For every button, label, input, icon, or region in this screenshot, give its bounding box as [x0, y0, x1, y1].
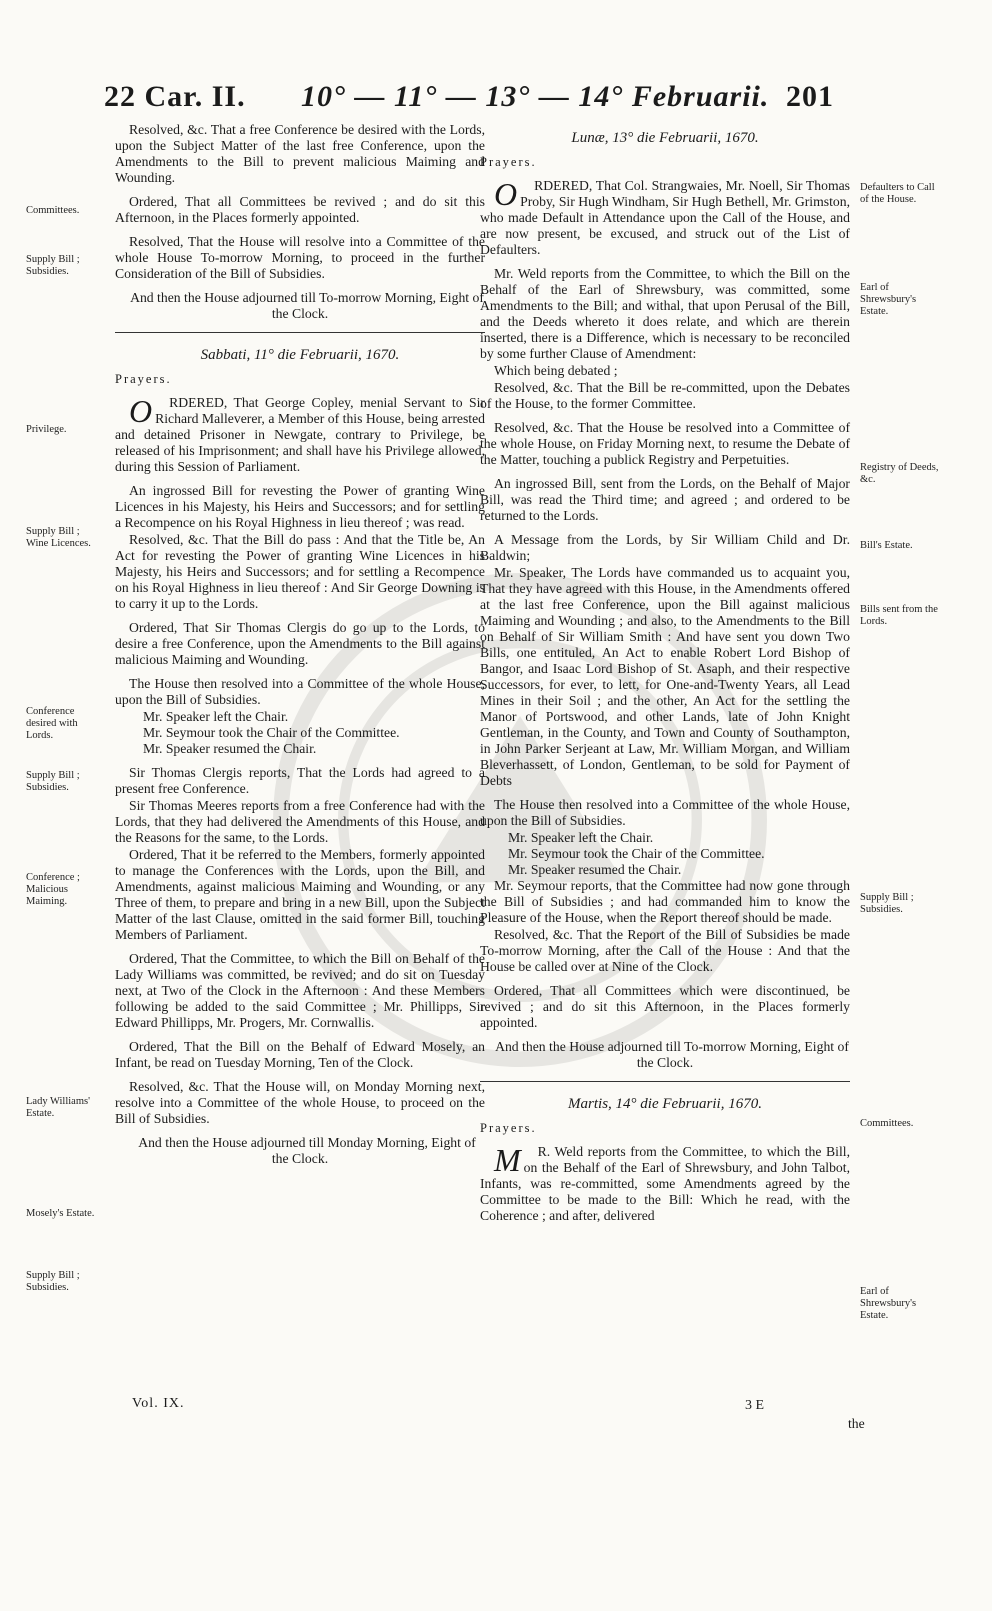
right-ordered-defaulters — [480, 178, 850, 258]
margin-note-committees: Committees. — [26, 205, 80, 216]
left-para-11: Ordered, That it be referred to the Members, formerly appointed to manage the Conferences with the Lords, upon the Bill, and Amendments, against malicious Maiming and Wounding, or any Three of them, to prepare and bring in a new Bill, upon the Subject Matter of the last Clause, omitted in the said former Bill, touching Members of Parliament. — [115, 847, 485, 942]
header-dates: 10° — 11° — 13° — 14° Februarii. — [301, 80, 770, 113]
header-reign: 22 Car. II. — [104, 80, 246, 113]
running-header — [96, 80, 856, 124]
left-para-9: Sir Thomas Clergis reports, That the Lords had agreed to a present free Conference. — [115, 765, 485, 796]
right-para-3: Resolved, &c. That the House be resolved into a Committee of the whole House, on Friday Morning next, to resume the Debate of the Matter, touching a publick Registry and Perpetuities. — [480, 420, 850, 467]
margin-note-registry: Registry of Deeds, &c. — [860, 462, 939, 485]
left-para-2: Ordered, That all Committees be revived ; and do sit this Afternoon, in the Places formerly appointed. — [115, 194, 485, 225]
right-weld-text: R. Weld reports from the Committee, to which the Bill, on the Behalf of the Earl of Shrewsbury, and John Talbot, Infants, was re-committed, some Amendments agreed by the Committee to be made to the Bill: Which he read, with the Coherence ; and after, delivered — [480, 1144, 850, 1223]
right-para-4: An ingrossed Bill, sent from the Lords, on the Behalf of Major Bill, was read the Third time; and agreed ; and ordered to be returned to the Lords. — [480, 476, 850, 523]
right-adjourn: And then the House adjourned till To-morrow Morning, Eight of the Clock. — [495, 1039, 849, 1070]
left-ordered-privilege — [115, 395, 485, 475]
left-adjourn-1: And then the House adjourned till To-morrow Morning, Eight of the Clock. — [130, 290, 484, 321]
day-heading-martis: Martis, 14° die Februarii, 1670. — [568, 1096, 762, 1112]
right-para-9: Ordered, That all Committees which were discontinued, be revived ; and do sit this Afternoon, in the Places formerly appointed. — [480, 983, 850, 1030]
prayers-label: Prayers. — [480, 1121, 537, 1135]
volume-label: Vol. IX. — [132, 1396, 185, 1411]
margin-note-supply-subsidies-1: Supply Bill ; Subsidies. — [26, 254, 80, 277]
seymour-took-chair: Mr. Seymour took the Chair of the Committee. — [143, 725, 400, 740]
left-para-6: Resolved, &c. That the Bill do pass : And that the Title be, An Act for revesting the Power of granting Wine Licences in his Majesty, his Heirs and Successors; and for settling a Recompence on his Royal Highness in lieu thereof : And Sir George Downing is to carry it up to the Lords. — [115, 532, 485, 611]
prayers-label: Prayers. — [480, 155, 537, 169]
margin-note-defaulters: Defaulters to Call of the House. — [860, 182, 935, 205]
margin-note-committees: Committees. — [860, 1118, 914, 1129]
drop-cap: O — [494, 176, 518, 212]
margin-note-lady-williams: Lady Williams' Estate. — [26, 1096, 90, 1119]
margin-note-shrewsbury-2: Earl of Shrewsbury's Estate. — [860, 1286, 917, 1321]
drop-cap: O — [129, 393, 153, 429]
right-para-6: The House then resolved into a Committee of the whole House, upon the Bill of Subsidies. — [480, 797, 850, 828]
right-para-8: Resolved, &c. That the Report of the Bill of Subsidies be made To-morrow Morning, after the Call of the House : And that the House be called over at Nine of the Clock. — [480, 927, 850, 974]
margin-note-supply-subsidies: Supply Bill ; Subsidies. — [860, 892, 914, 915]
left-para-10: Sir Thomas Meeres reports from a free Conference had with the Lords, that they had delivered the Amendments of this House, and the Reasons for the same, to the Lords. — [115, 798, 485, 845]
speaker-left-chair: Mr. Speaker left the Chair. — [143, 709, 289, 724]
right-para-5b: Mr. Speaker, The Lords have commanded us to acquaint you, That they have agreed with this House, in the Amendments offered at the last free Conference, upon the Bill against malicious Maiming and Wounding ; and also, to the Amendments to the Bill on Behalf of Sir William Smith : And have sent you down Two Bills, one entituled, An Act to enable Robert Lord Bishop of Bangor, and Isaac Lord Bishop of St. Asaph, and their respective Successors, for ever, to lett, for One-and-Twenty Years, all Lead Mines in their Soil ; and the other, An Act for the settling the Manor of Portswood, and other Lands, late of John Knight Gentleman, in the County, and Town and County of Southampton, in John Parker Serjeant at Law, Mr. William Morgan, and William Bleverhassett, of London, Gentleman, to be sold for Payment of Debts — [480, 565, 850, 788]
speaker-resumed-chair: Mr. Speaker resumed the Chair. — [508, 862, 682, 877]
margin-note-bills-estate: Bill's Estate. — [860, 540, 913, 551]
margin-note-supply-subsidies-3: Supply Bill ; Subsidies. — [26, 1270, 80, 1293]
right-para-2c: Resolved, &c. That the Bill be re-committed, upon the Debates of the House, to the former Committee. — [480, 380, 850, 411]
right-ordered-text: RDERED, That Col. Strangwaies, Mr. Noell, Sir Thomas Proby, Sir Hugh Windham, Sir Hugh Bethell, Mr. Grimston, who made Default in Attendance upon the Call of the House, and are now present, be excused, and struck out of the List of Defaulters. — [480, 178, 850, 257]
left-para-7: Ordered, That Sir Thomas Clergis do go up to the Lords, to desire a free Conference, upon the Amendments to the Bill against malicious Maiming and Wounding. — [115, 620, 485, 667]
margin-note-shrewsbury-1: Earl of Shrewsbury's Estate. — [860, 282, 917, 317]
day-heading-sabbati: Sabbati, 11° die Februarii, 1670. — [200, 347, 400, 363]
section-divider — [115, 332, 485, 333]
drop-cap: M — [494, 1142, 521, 1178]
right-weld-report — [480, 1144, 850, 1224]
left-para-14: Resolved, &c. That the House will, on Monday Morning next, resolve into a Committee of the whole House, to proceed on the Bill of Subsidies. — [115, 1079, 485, 1126]
margin-note-mosely: Mosely's Estate. — [26, 1208, 95, 1219]
seymour-took-chair: Mr. Seymour took the Chair of the Committee. — [508, 846, 765, 861]
left-column — [115, 122, 485, 1167]
left-para-3: Resolved, That the House will resolve into a Committee of the whole House To-morrow Morning, to proceed in the further Consideration of the Bill of Subsidies. — [115, 234, 485, 281]
section-divider — [480, 1081, 850, 1082]
left-adjourn-2: And then the House adjourned till Monday Morning, Eight of the Clock. — [138, 1135, 476, 1166]
right-para-5: A Message from the Lords, by Sir William Child and Dr. Baldwin; — [480, 532, 850, 563]
right-para-7: Mr. Seymour reports, that the Committee had now gone through the Bill of Subsidies ; and had commanded him to know the Pleasure of the House, when the Report thereof should be made. — [480, 878, 850, 925]
margin-note-malicious-maiming: Conference ; Malicious Maiming. — [26, 872, 80, 907]
left-para-8: The House then resolved into a Committee of the whole House, upon the Bill of Subsidies. — [115, 676, 485, 707]
left-para-12: Ordered, That the Committee, to which the Bill on Behalf of the Lady Williams was committed, be revived; and do sit on Tuesday next, at Two of the Clock in the Afternoon : And these Members following be added to the said Committee ; Mr. Phillipps, Sir Edward Phillipps, Mr. Progers, Mr. Cornwallis. — [115, 951, 485, 1030]
margin-note-conference-desired: Conference desired with Lords. — [26, 706, 78, 741]
margin-note-supply-subsidies-2: Supply Bill ; Subsidies. — [26, 770, 80, 793]
right-column — [480, 130, 850, 1224]
prayers-label: Prayers. — [115, 372, 172, 386]
catchword: the — [848, 1416, 865, 1431]
left-para-1: Resolved, &c. That a free Conference be desired with the Lords, upon the Subject Matter of the last free Conference, upon the Amendments to the Bill to prevent malicious Maiming and Wounding. — [115, 122, 485, 185]
speaker-left-chair: Mr. Speaker left the Chair. — [508, 830, 654, 845]
left-ordered-text: RDERED, That George Copley, menial Servant to Sir Richard Malleverer, a Member of this House, being arrested and detained Prisoner in Newgate, contrary to Privilege, be released of his Imprisonment; and shall have his Privilege allowed, during this Session of Parliament. — [115, 395, 485, 474]
speaker-resumed-chair: Mr. Speaker resumed the Chair. — [143, 741, 317, 756]
page-number: 201 — [786, 80, 834, 113]
margin-note-privilege: Privilege. — [26, 424, 67, 435]
left-para-13: Ordered, That the Bill on the Behalf of Edward Mosely, an Infant, be read on Tuesday Morning, Ten of the Clock. — [115, 1039, 485, 1070]
right-para-2b: Which being debated ; — [494, 363, 618, 378]
margin-note-bills-sent: Bills sent from the Lords. — [860, 604, 938, 627]
left-para-5: An ingrossed Bill for revesting the Power of granting Wine Licences in his Majesty, his Heirs and Successors; and for settling a Recompence on his Royal Highness in lieu thereof ; was read. — [115, 483, 485, 530]
signature-mark: 3 E — [745, 1398, 765, 1413]
right-para-2: Mr. Weld reports from the Committee, to which the Bill on the Behalf of the Earl of Shrewsbury, was committed, some Amendments to the Bill; and withal, that upon Perusal of the Bill, and the Deeds whereto it does relate, and which are therein inserted, there is a Difference, which is necessary to be reconciled by some further Clause of Amendment: — [480, 266, 850, 361]
margin-note-wine-licences: Supply Bill ; Wine Licences. — [26, 526, 91, 549]
day-heading-lunae: Lunæ, 13° die Februarii, 1670. — [571, 130, 759, 146]
